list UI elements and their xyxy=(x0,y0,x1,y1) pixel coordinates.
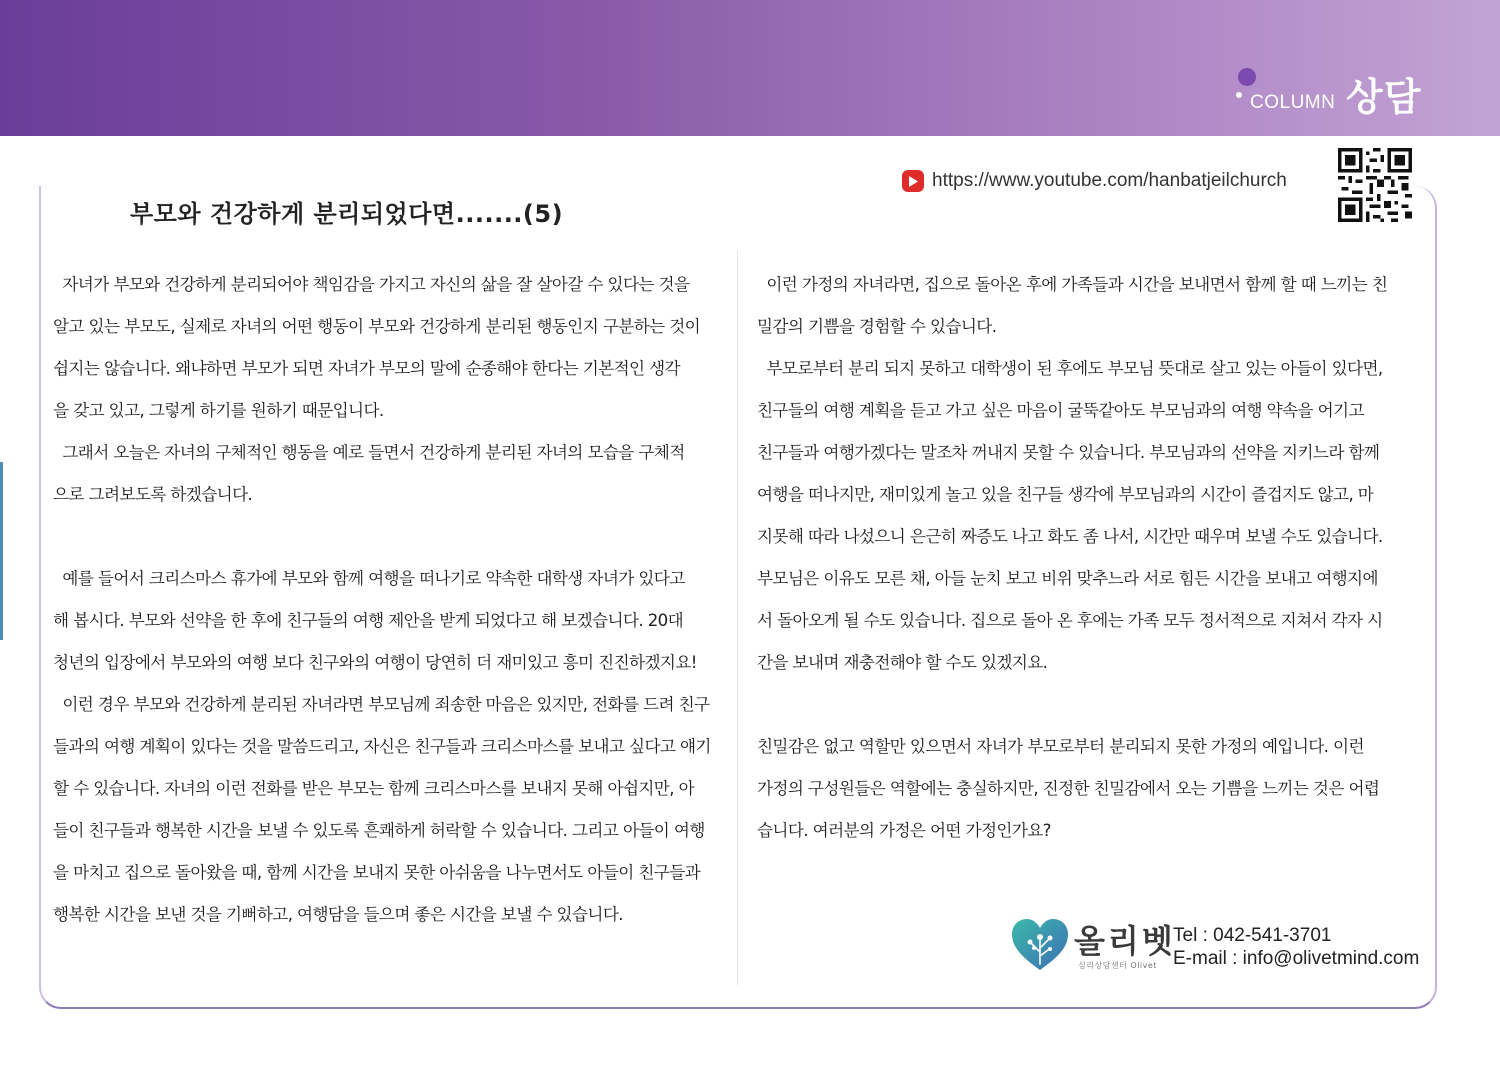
paragraph-line xyxy=(757,684,1425,726)
paragraph-line: 이런 경우 부모와 건강하게 분리된 자녀라면 부모님께 죄송한 마음은 있지만, 전화를 드려 친구 xyxy=(53,695,710,714)
paragraph-line: 알고 있는 부모도, 실제로 자녀의 어떤 행동이 부모와 건강하게 분리된 행동인지 구분하는 것이 xyxy=(53,317,701,336)
paragraph-line: 친구들과 여행가겠다는 말조차 꺼내지 못할 수 있습니다. 부모님과의 선약을 지키느라 함께 xyxy=(757,443,1380,462)
decorative-dot-small-icon xyxy=(1236,92,1242,98)
paragraph-line: 행복한 시간을 보낸 것을 기뻐하고, 여행담을 들으며 좋은 시간을 보낼 수 있습니다. xyxy=(53,905,623,924)
contact-info xyxy=(1173,924,1419,970)
paragraph-line: 지못해 따라 나섰으니 은근히 짜증도 나고 화도 좀 나서, 시간만 때우며 보낼 수도 있습니다. xyxy=(757,527,1383,546)
paragraph-line: 을 마치고 집으로 돌아왔을 때, 함께 시간을 보내지 못한 아쉬움을 나누면서도 아들이 친구들과 xyxy=(53,863,701,882)
youtube-url[interactable]: https://www.youtube.com/hanbatjeilchurch xyxy=(932,170,1287,191)
paragraph-line: 여행을 떠나지만, 재미있게 놀고 있을 친구들 생각에 부모님과의 시간이 즐겁지도 않고, 마 xyxy=(757,485,1374,504)
paragraph-line: 이런 가정의 자녀라면, 집으로 돌아온 후에 가족들과 시간을 보내면서 함께 할 때 느끼는 친 xyxy=(757,275,1388,294)
paragraph-line: 가정의 구성원들은 역할에는 충실하지만, 진정한 친밀감에서 오는 기쁨을 느끼는 것은 어렵 xyxy=(757,779,1380,798)
paragraph-line: 들이 친구들과 행복한 시간을 보낼 수 있도록 흔쾌하게 허락할 수 있습니다. 그리고 아들이 여행 xyxy=(53,821,705,840)
logo-subtitle: 심리상담센터 Olivet xyxy=(1078,961,1157,970)
youtube-link[interactable] xyxy=(902,170,1287,192)
paragraph-line: 그래서 오늘은 자녀의 구체적인 행동을 예로 들면서 건강하게 분리된 자녀의 모습을 구체적 xyxy=(53,443,685,462)
youtube-icon xyxy=(902,170,924,192)
paragraph-line: 간을 보내며 재충전해야 할 수도 있겠지요. xyxy=(757,653,1048,672)
paragraph-line: 자녀가 부모와 건강하게 분리되어야 책임감을 가지고 자신의 삶을 잘 살아갈 수 있다는 것을 xyxy=(53,275,690,294)
paragraph-line: 쉽지는 않습니다. 왜냐하면 부모가 되면 자녀가 부모의 말에 순종해야 한다는 기본적인 생각 xyxy=(53,359,680,378)
paragraph-line: 서 돌아오게 될 수도 있습니다. 집으로 돌아 온 후에는 가족 모두 정서적으로 지쳐서 각자 시 xyxy=(757,611,1383,630)
section-title: 상담 xyxy=(1346,75,1422,119)
paragraph-line: 부모님은 이유도 모른 채, 아들 눈치 보고 비위 맞추느라 서로 힘든 시간을 보내고 여행지에 xyxy=(757,569,1378,588)
paragraph-line: 으로 그려보도록 하겠습니다. xyxy=(53,485,253,504)
paragraph-line: 들과의 여행 계획이 있다는 것을 말씀드리고, 자신은 친구들과 크리스마스를 보내고 싶다고 얘기 xyxy=(53,737,711,756)
paragraph-line: 부모로부터 분리 되지 못하고 대학생이 된 후에도 부모님 뜻대로 살고 있는 아들이 있다면, xyxy=(757,359,1383,378)
paragraph-line: 할 수 있습니다. 자녀의 이런 전화를 받은 부모는 함께 크리스마스를 보내지 못해 아쉽지만, 아 xyxy=(53,779,695,798)
contact-tel: Tel : 042-541-3701 xyxy=(1173,925,1332,946)
contact-email[interactable]: E-mail : info@olivetmind.com xyxy=(1173,948,1420,969)
paragraph-line: 해 봅시다. 부모와 선약을 한 후에 친구들의 여행 제안을 받게 되었다고 해 보겠습니다. 20대 xyxy=(53,611,684,630)
paragraph-line xyxy=(53,516,723,558)
decorative-dot-icon xyxy=(1238,68,1256,86)
paragraph-line: 친밀감은 없고 역할만 있으면서 자녀가 부모로부터 분리되지 못한 가정의 예입니다. 이런 xyxy=(757,737,1364,756)
paragraph-line: 밀감의 기쁨을 경험할 수 있습니다. xyxy=(757,317,997,336)
header-banner xyxy=(0,0,1500,136)
left-accent-bar xyxy=(0,462,3,640)
article-left-column xyxy=(53,264,723,936)
article-title: 부모와 건강하게 분리되었다면.......(5) xyxy=(130,200,564,228)
paragraph-line: 청년의 입장에서 부모와의 여행 보다 친구와의 여행이 당연히 더 재미있고 흥미 진진하겠지요! xyxy=(53,653,697,672)
column-divider xyxy=(737,250,738,985)
olivet-logo-icon xyxy=(1010,918,1070,972)
column-label: COLUMN xyxy=(1250,92,1336,113)
paragraph-line: 친구들의 여행 계획을 듣고 가고 싶은 마음이 굴뚝같아도 부모님과의 여행 약속을 어기고 xyxy=(757,401,1364,420)
paragraph-line: 을 갖고 있고, 그렇게 하기를 원하기 때문입니다. xyxy=(53,401,384,420)
qr-code-icon[interactable] xyxy=(1338,148,1412,222)
article-right-column xyxy=(757,264,1425,852)
paragraph-line: 습니다. 여러분의 가정은 어떤 가정인가요? xyxy=(757,821,1051,840)
paragraph-line: 예를 들어서 크리스마스 휴가에 부모와 함께 여행을 떠나기로 약속한 대학생 자녀가 있다고 xyxy=(53,569,685,588)
logo-name: 올리벳 xyxy=(1074,922,1176,960)
